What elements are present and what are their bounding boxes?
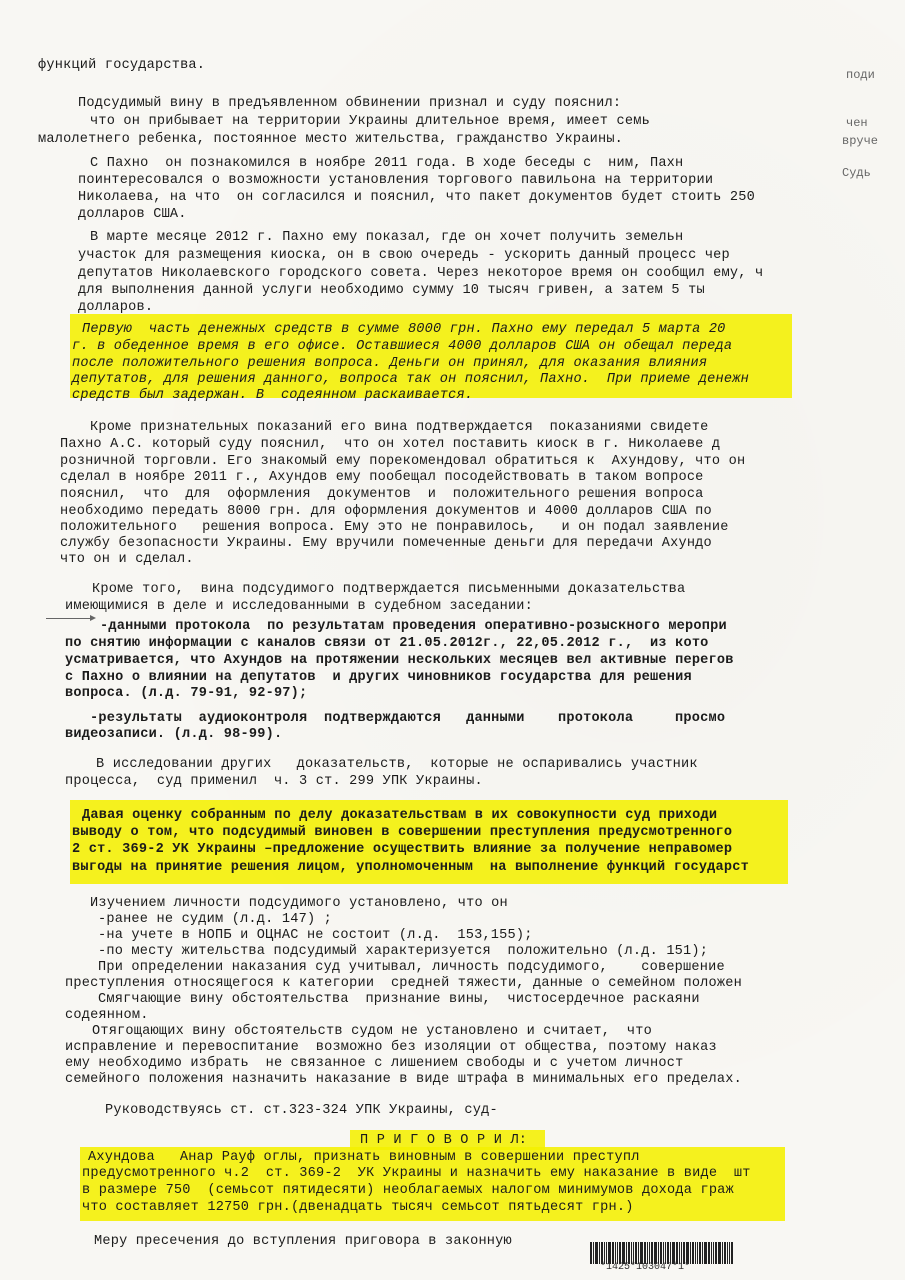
margin-arrow-mark: [46, 618, 94, 619]
line-05: поинтересовался о возможности установления торгового павильона на территории: [78, 173, 714, 188]
line-28: имеющимися в деле и исследованными в судебном заседании:: [65, 599, 534, 614]
line-38: Давая оценку собранным по делу доказательствам в их совокупности суд приходи: [82, 808, 718, 823]
line-42: Изучением личности подсудимого установлено, что он: [90, 896, 508, 911]
line-10: депутатов Николаевского городского совета. Через некоторое время он сообщил ему, ч: [78, 266, 764, 281]
line-35: видеозаписи. (л.д. 98-99).: [65, 727, 283, 742]
line-33: вопроса. (л.д. 79-91, 92-97);: [65, 686, 308, 701]
line-30: по снятию информации с каналов связи от 21.05.2012г., 22,05.2012 г., из кото: [65, 636, 709, 651]
line-16: депутатов, для решения данного, вопроса так он пояснил, Пахно. При приеме денежн: [72, 372, 749, 387]
line-50: Отягощающих вину обстоятельств судом не установлено и считает, что: [92, 1024, 652, 1039]
line-45: -по месту жительства подсудимый характеризуется положительно (л.д. 151);: [98, 944, 709, 959]
line-01: Подсудимый вину в предъявленном обвинении признал и суду пояснил:: [78, 96, 622, 111]
line-57: предусмотренного ч.2 ст. 369-2 УК Украины и назначить ему наказание в виде шт: [82, 1166, 751, 1181]
barcode-number: *1425*103047*1*: [600, 1262, 691, 1273]
line-24: положительного решения вопроса. Ему это не понравилось, и он подал заявление: [60, 520, 729, 535]
line-31: усматривается, что Ахундов на протяжении нескольких месяцев вел активные перегов: [65, 653, 734, 668]
line-07: долларов США.: [78, 207, 187, 222]
line-32: с Пахно о влиянии на депутатов и других чиновников государства для решения: [65, 670, 692, 685]
line-55: П Р И Г О В О Р И Л:: [360, 1133, 528, 1148]
line-34: -результаты аудиоконтроля подтверждаются данными протокола просмо: [90, 711, 726, 726]
line-23: необходимо передать 8000 грн. для оформления документов и 4000 долларов США по: [60, 504, 712, 519]
line-06: Николаева, на что он согласился и пояснил, что пакет документов будет стоить 250: [78, 190, 755, 205]
line-27: Кроме того, вина подсудимого подтверждается письменными доказательства: [92, 582, 686, 597]
line-09: участок для размещения киоска, он в свою очередь - ускорить данный процесс чер: [78, 248, 730, 263]
line-18: Кроме признательных показаний его вина подтверждается показаниями свидете: [90, 420, 709, 435]
line-19: Пахно А.С. который суду пояснил, что он хотел поставить киоск в г. Николаеве д: [60, 437, 721, 452]
line-52: ему необходимо избрать не связанное с лишением свободы и с учетом личност: [65, 1056, 684, 1071]
line-47: преступления относящегося к категории средней тяжести, данные о семейном положен: [65, 976, 742, 991]
line-03: малолетнего ребенка, постоянное место жительства, гражданство Украины.: [38, 132, 624, 147]
line-14: г. в обеденное время в его офисе. Оставшиеся 4000 долларов США он обещал переда: [72, 339, 733, 354]
line-20: розничной торговли. Его знакомый ему порекомендовал обратиться к Ахундову, что он: [60, 454, 746, 469]
line-39: выводу о том, что подсудимый виновен в совершении преступления предусмотренного: [72, 825, 733, 840]
line-51: исправление и перевоспитание возможно без изоляции от общества, поэтому наказ: [65, 1040, 717, 1055]
line-58: в размере 750 (семьсот пятидесяти) необлагаемых налогом минимумов дохода граж: [82, 1183, 734, 1198]
line-17: средств был задержан. В содеянном раскаивается.: [72, 388, 474, 403]
line-13: Первую часть денежных средств в сумме 8000 грн. Пахно ему передал 5 марта 20: [82, 322, 726, 337]
line-21: сделал в ноябре 2011 г., Ахундов ему пообещал посодействовать в таком вопросе: [60, 470, 704, 485]
line-48: Смягчающие вину обстоятельства признание вины, чистосердечное раскаяни: [98, 992, 700, 1007]
line-40: 2 ст. 369-2 УК Украины –предложение осуществить влияние за получение неправомер: [72, 842, 733, 857]
line-22: пояснил, что для оформления документов и положительного решения вопроса: [60, 487, 704, 502]
line-08: В марте месяце 2012 г. Пахно ему показал, где он хочет получить земельн: [90, 230, 684, 245]
line-04: С Пахно он познакомился в ноябре 2011 года. В ходе беседы с ним, Пахн: [90, 156, 684, 171]
margin-fragment-1: поди: [846, 68, 875, 82]
line-25: службу безопасности Украины. Ему вручили помеченные деньги для передачи Ахундо: [60, 536, 712, 551]
line-46: При определении наказания суд учитывал, личность подсудимого, совершение: [98, 960, 725, 975]
line-49: содеянном.: [65, 1008, 149, 1023]
line-59: что составляет 12750 грн.(двенадцать тысяч семьсот пятьдесят грн.): [82, 1200, 634, 1215]
margin-fragment-3: вруче: [842, 134, 879, 148]
line-44: -на учете в НОПБ и ОЦНАС не состоит (л.д. 153,155);: [98, 928, 533, 943]
margin-fragment-4: Судь: [842, 166, 871, 180]
line-15: после положительного решения вопроса. Деньги он принял, для оказания влияния: [72, 356, 708, 371]
line-41: выгоды на принятие решения лицом, уполномоченным на выполнение функций государст: [72, 860, 749, 875]
line-11: для выполнения данной услуги необходимо сумму 10 тысяч гривен, а затем 5 ты: [78, 283, 705, 298]
line-02: что он прибывает на территории Украины длительное время, имеет семь: [90, 114, 650, 129]
barcode: [590, 1234, 790, 1264]
line-54: Руководствуясь ст. ст.323-324 УПК Украины, суд-: [105, 1103, 498, 1118]
line-56: Ахундова Анар Рауф оглы, признать виновным в совершении преступл: [88, 1150, 640, 1165]
line-43: -ранее не судим (л.д. 147) ;: [98, 912, 333, 927]
line-12: долларов.: [78, 300, 154, 315]
line-53: семейного положения назначить наказание в виде штрафа в минимальных его пределах.: [65, 1072, 742, 1087]
line-29: -данными протокола по результатам проведения оперативно-розыскного меропри: [100, 619, 727, 634]
line-26: что он и сделал.: [60, 552, 194, 567]
line-37: процесса, суд применил ч. 3 ст. 299 УПК Украины.: [65, 774, 483, 789]
line-60: Меру пресечения до вступления приговора в законную: [94, 1234, 512, 1249]
line-36: В исследовании других доказательств, которые не оспаривались участник: [96, 757, 698, 772]
line-00: функций государства.: [38, 58, 206, 73]
margin-fragment-2: чен: [846, 116, 868, 130]
